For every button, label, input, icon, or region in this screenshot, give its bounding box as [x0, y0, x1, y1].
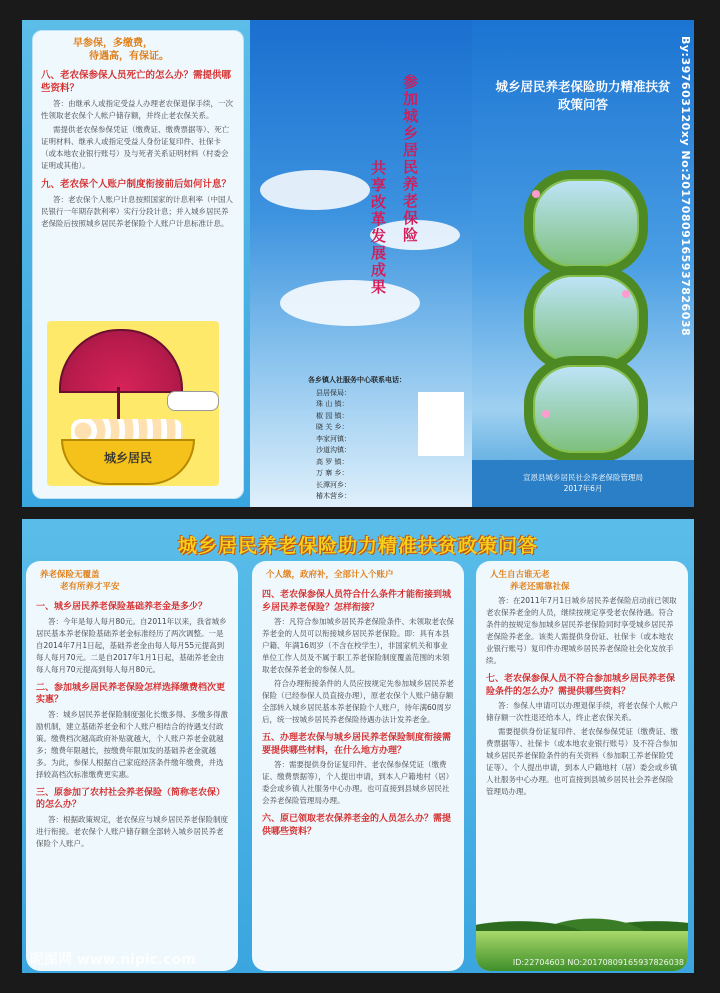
cover-title-line: 政策问答	[557, 97, 608, 112]
town-row: 李家河镇：	[316, 434, 351, 443]
answer-4-procedure: 符合办理衔接条件的人员应按规定先参加城乡居民养老保险（已经参保人员直接办理），原老农保个人账户储存额全部转入城乡居民基本养老保险个人账户，待年满60周岁后，统一按城乡居民养老保险待遇办法计发养老金。	[262, 679, 454, 724]
cloud	[280, 280, 420, 326]
faq-column-3	[476, 561, 688, 971]
bottom-sheet	[22, 519, 694, 973]
panel-faq-back	[22, 20, 250, 507]
column-head-line: 养老保险无覆盖	[40, 570, 100, 580]
question-8: 八、老农保参保人员死亡的怎么办？需提供哪些资料？	[41, 70, 232, 94]
umbrella-bowl-illustration	[47, 321, 219, 486]
side-id: By:397603120xy No:20170809165937826038	[679, 36, 692, 337]
publish-date: 2017年6月	[563, 484, 603, 493]
panel-slogan	[250, 20, 472, 507]
faq-column-2	[252, 561, 464, 971]
flower-icon	[542, 410, 550, 418]
heart-frame-family-1	[524, 170, 648, 276]
question-1: 一、城乡居民养老保险基础养老金是多少？	[36, 602, 208, 612]
banner-title: 城乡居民养老保险助力精准扶贫政策问答	[177, 535, 538, 557]
column-head-line: 养老还需靠社保	[510, 582, 570, 592]
question-9: 九、老农保个人账户制度衔接前后如何计息？	[41, 179, 232, 190]
answer-9: 答：老农保个人账户计息按照国家的计息利率（中国人民银行一年期存款利率）实行分段计息；并入城乡居民养老保险后按照城乡居民养老保险个人账户计息标准计息。	[41, 195, 233, 228]
answer-7: 答：参保人申请可以办理退保手续，将老农保个人帐户储存额一次性退还给本人，终止老农保关系。	[486, 701, 678, 722]
bowl-label: 城乡居民	[103, 451, 152, 465]
town-row: 长潭河乡：	[316, 480, 351, 489]
watermark-id: ID:22704603 NO:20170809165937826038	[512, 958, 684, 967]
town-row: 珠 山 镇：	[316, 400, 349, 408]
flower-icon	[622, 290, 630, 298]
question-4: 四、老农保参保人员符合什么条件才能衔接到城乡居民养老保险？怎样衔接？	[262, 590, 452, 613]
motto-line: 待遇高，有保证。	[89, 51, 169, 62]
column-head	[26, 561, 238, 595]
answer-7-docs: 需要提供身份证复印件、老农保参保凭证（缴费证、缴费票据等）、社保卡（或本地农业银行账号）及不符合参加城乡居民养老保险条件的有关资料（参加职工养老保险凭证等）。个人提出申请，到本人户籍地村（居）委会或乡镇人社服务中心办理。也可直接到县城乡居民社会养老保险管理局办理。	[486, 727, 678, 796]
slogan-2: 共享改革发展成果	[369, 160, 387, 296]
town-row: 县居保局：	[316, 388, 351, 397]
answer-3: 答：根据政策规定，老农保应与城乡居民养老保险制度进行衔接。老农保个人账户储存额全部转入城乡居民养老保险个人账户。	[36, 814, 228, 848]
column-head-line: 人生自古谁无老	[490, 570, 550, 580]
answer-8: 答：由继承人或指定受益人办理老农保退保手续，一次性领取老农保个人帐户储存额，并终止老农保关系。	[41, 99, 233, 120]
question-6: 六、原已领取老农保养老金的人员怎么办？需提供哪些资料？	[262, 814, 452, 837]
town-row: 椿木营乡：	[316, 492, 351, 500]
motto-line: 早参保，多缴费，	[73, 38, 153, 49]
top-sheet	[22, 20, 694, 507]
town-row: 高 罗 镇：	[316, 457, 349, 466]
cover-title	[472, 78, 694, 114]
contact-list	[308, 375, 406, 503]
town-row: 万 寨 乡：	[316, 469, 349, 477]
answer-2: 答：城乡居民养老保险制度强化长缴多得、多缴多得激励机制，建立基础养老金和个人账户相结合的待遇支付政策。缴费档次越高政府补贴就越大，个人账户养老金就越多；缴费年限越长，按缴费年限加发的基础养老金就越多。为此，参保人根据自己家庭经济条件缴年缴费，并选择较高档次标准缴费更实惠。	[36, 709, 228, 779]
hand-icon	[167, 391, 219, 411]
answer-8-docs: 需提供老农保参保凭证（缴费证、缴费票据等）、死亡证明材料、继承人或指定受益人身份证复印件、社保卡（或本地农业银行账号）及与死者关系证明材料（村委会证明或其他）。	[41, 125, 230, 170]
motto	[33, 31, 243, 63]
bowl-icon	[61, 439, 195, 485]
question-3: 三、原参加了农村社会养老保险（简称老农保）的怎么办？	[36, 787, 226, 810]
question-7: 七、老农保参保人员不符合参加城乡居民养老保险条件的怎么办？需提供哪些资料？	[486, 674, 676, 697]
phone-number-box	[418, 392, 464, 456]
answer-5: 答：需要提供身份证复印件、老农保参保凭证（缴费证、缴费票据等），个人提出申请，到本人户籍地村（居）委会或乡镇人社服务中心办理。也可直接到县城乡居民社会养老保险管理局办理。	[262, 760, 454, 805]
panel-cover	[472, 20, 694, 507]
town-row: 椒 园 镇：	[316, 411, 349, 420]
cloud	[260, 170, 370, 210]
cover-title-line: 城乡居民养老保险助力精准扶贫	[495, 79, 671, 94]
column-head-line: 老有所养才平安	[60, 582, 120, 592]
question-5: 五、办理老农保与城乡居民养老保险制度衔接需要提供哪些材料，在什么地方办理？	[262, 733, 452, 756]
answer-1: 答：今年是每人每月80元。自2011年以来，我省城乡居民基本养老保险基础养老金标准经历了两次调整。一是自2014年7月1日起，基础养老金由每人每月55元提高到每人每月70元。二是自2017年1月1日起，基础养老金由每人每月70元提高到每人每月80元。	[36, 616, 227, 674]
faq-column-1	[26, 561, 238, 971]
umbrella-icon	[59, 329, 183, 393]
flower-icon	[532, 190, 540, 198]
answer-4: 答：凡符合参加城乡居民养老保险条件、未领取老农保养老金的人员可以衔接城乡居民养老保险。即：具有本县户籍、年满16周岁（不含在校学生），非国家机关和事业单位工作人员及不属于职工养老保险制度覆盖范围的未领取老农保养老金的参保人员。	[262, 617, 454, 674]
contact-title: 各乡镇人社服务中心联系电话：	[308, 376, 406, 384]
town-row: 沙道沟镇：	[316, 446, 351, 454]
heart-frame-family-3	[524, 356, 648, 462]
town-row: 晓 关 乡：	[316, 423, 349, 431]
column-head	[476, 561, 688, 595]
question-2: 二、参加城乡居民养老保险怎样选择缴费档次更实惠？	[36, 682, 226, 705]
column-head: 个人缴，政府补，全部计入个账户	[266, 570, 394, 580]
agency-name: 宣恩县城乡居民社会养老保险管理局	[523, 473, 643, 482]
faq-card	[32, 30, 244, 499]
agency-info	[472, 472, 694, 494]
answer-6: 答：在2011年7月1日城乡居民养老保险启动前已领取老农保养老金的人员，继续按规定享受老农保待遇。符合条件的按规定参加城乡居民养老保险同时享受城乡居民养老保险养老金。该类人需提供身份证、社保卡（或本地农业银行账号）复印件办理城乡居民养老保险社会化发放手续。	[486, 596, 677, 665]
slogan-1: 参加城乡居民养老保险	[401, 74, 419, 244]
watermark: 昵图网 www.nipic.com	[30, 952, 196, 968]
